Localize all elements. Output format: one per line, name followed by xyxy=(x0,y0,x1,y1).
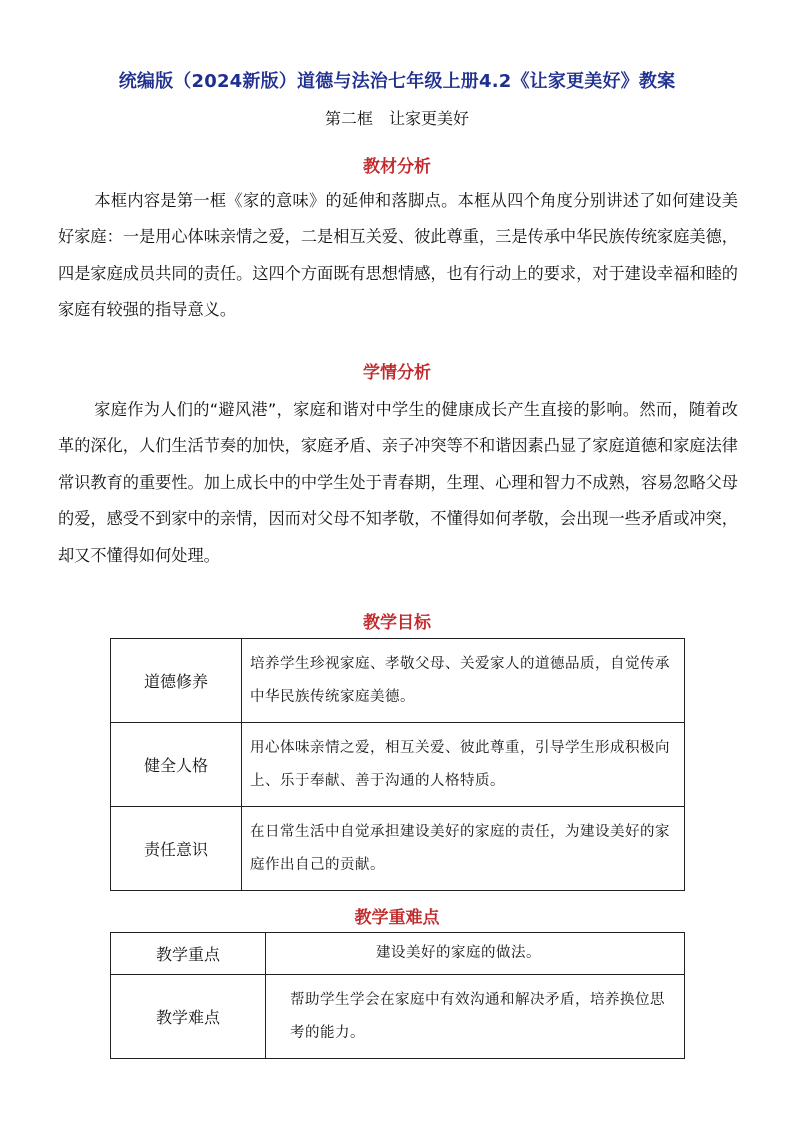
table-row xyxy=(111,639,685,723)
document-title: 统编版（2024新版）道德与法治七年级上册4.2《让家更美好》教案 xyxy=(118,71,676,92)
document-subtitle: 第二框 让家更美好 xyxy=(324,109,469,128)
goal-label: 健全人格 xyxy=(111,723,242,807)
analysis-paragraph xyxy=(58,183,738,329)
section-heading-students: 学情分析 xyxy=(363,363,431,383)
goal-label: 责任意识 xyxy=(111,807,242,891)
section-heading-goals: 教学目标 xyxy=(363,613,431,633)
section-heading-keypoints: 教学重难点 xyxy=(354,908,440,928)
goal-description: 培养学生珍视家庭、孝敬父母、关爱家人的道德品质，自觉传承中华民族传统家庭美德。 xyxy=(242,639,685,723)
keypoints-table xyxy=(110,932,685,1059)
analysis-text: 本框内容是第一框《家的意味》的延伸和落脚点。本框从四个角度分别讲述了如何建设美好家庭：一是用心体味亲情之爱，二是相互关爱、彼此尊重，三是传承中华民族传统家庭美德，四是家庭成员共同的责任。这四个方面既有思想情感，也有行动上的要求，对于建设幸福和睦的家庭有较强的指导意义。 xyxy=(58,191,738,320)
goal-description: 用心体味亲情之爱，相互关爱、彼此尊重，引导学生形成积极向上、乐于奉献、善于沟通的人格特质。 xyxy=(242,723,685,807)
keypoint-description: 帮助学生学会在家庭中有效沟通和解决矛盾，培养换位思考的能力。 xyxy=(266,975,685,1059)
table-row xyxy=(111,933,685,975)
keypoint-description: 建设美好的家庭的做法。 xyxy=(266,933,685,975)
table-row xyxy=(111,723,685,807)
students-paragraph xyxy=(58,392,738,574)
goals-table xyxy=(110,638,685,891)
table-row xyxy=(111,975,685,1059)
goal-label: 道德修养 xyxy=(111,639,242,723)
keypoint-label: 教学重点 xyxy=(111,933,266,975)
goal-description: 在日常生活中自觉承担建设美好的家庭的责任，为建设美好的家庭作出自己的贡献。 xyxy=(242,807,685,891)
table-row xyxy=(111,807,685,891)
section-heading-analysis: 教材分析 xyxy=(363,157,431,177)
keypoint-label: 教学难点 xyxy=(111,975,266,1059)
students-text: 家庭作为人们的“避风港”，家庭和谐对中学生的健康成长产生直接的影响。然而，随着改革的深化，人们生活节奏的加快，家庭矛盾、亲子冲突等不和谐因素凸显了家庭道德和家庭法律常识教育的重要性。加上成长中的中学生处于青春期，生理、心理和智力不成熟，容易忽略父母的爱，感受不到家中的亲情，因而对父母不知孝敬，不懂得如何孝敬，会出现一些矛盾或冲突，却又不懂得如何处理。 xyxy=(58,400,738,565)
